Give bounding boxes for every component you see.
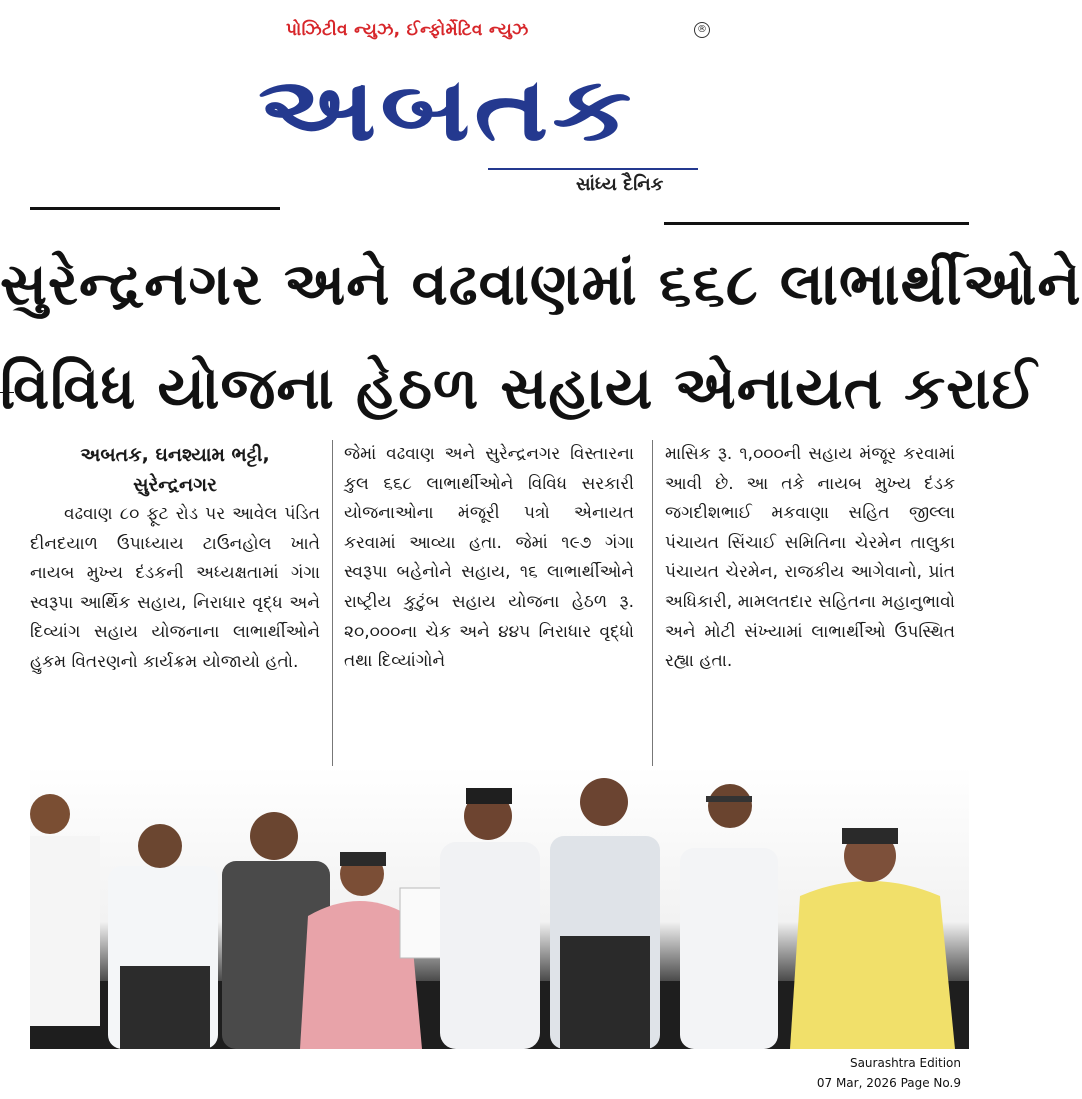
column-3-text: માસિક રૂ. ૧,૦૦૦ની સહાય મંજૂર કરવામાં આવી છે. આ તકે નાયબ મુખ્ય દંડક જગદીશભાઈ મકવાણા સહિત જીલ્લા પંચાયત સિંચાઈ સમિતિના ચેરમેન તાલુકા પંચાયત ચેરમેન, રાજકીય આગેવાનો, પ્રાંત અધિકારી, મામલતદાર સહિતના મહાનુભાવો અને મોટી સંખ્યામાં લાભાર્થીઓ ઉપસ્થિત રહ્યા હતા. (665, 444, 955, 672)
article-column-1 (30, 440, 320, 678)
headline-line-1: સુરેન્દ્રનગર અને વઢવાણમાં ૬૬૮ લાભાર્થીઓને (0, 250, 1082, 318)
column-divider-1 (332, 440, 333, 780)
registered-mark-icon: ® (694, 22, 710, 38)
edition-label: Saurashtra Edition (849, 1056, 961, 1070)
article-column-2 (344, 440, 634, 677)
page-info: 07 Mar, 2026 Page No.9 (816, 1076, 961, 1090)
column-divider-2 (652, 440, 653, 780)
article-column-3 (665, 440, 955, 677)
event-photo (30, 766, 969, 1049)
top-rule-right (664, 222, 969, 225)
headline-line-2: વિવિધ યોજના હેઠળ સહાય એનાયત કરાઈ (0, 354, 1038, 422)
masthead (258, 14, 714, 204)
top-rule-left (30, 207, 280, 210)
column-1-text: વઢવાણ ૮૦ ફૂટ રોડ પર આવેલ પંડિત દીનદયાળ ઉપાધ્યાય ટાઉનહોલ ખાતે નાયબ મુખ્ય દંડકની અધ્યક્ષતામાં ગંગા સ્વરૂપા આર્થિક સહાય, નિરાધાર વૃદ્ધ અને દિવ્યાંગ સહાય યોજનાના લાભાર્થીઓને હુકમ વિતરણનો કાર્યક્રમ યોજાયો હતો. (30, 504, 320, 672)
column-2-text: જેમાં વઢવાણ અને સુરેન્દ્રનગર વિસ્તારના કુલ ૬૬૮ લાભાર્થીઓને વિવિધ સરકારી યોજનાઓના મંજૂરી પત્રો એનાયત કરવામાં આવ્યા હતા. જેમાં ૧૯૭ ગંગા સ્વરૂપા બહેનોને સહાય, ૧૬ લાભાર્થીઓને રાષ્ટ્રીય કુટુંબ સહાય યોજના હેઠળ રૂ. ૨૦,૦૦૦ના ચેક અને ૪૪૫ નિરાધાર વૃદ્ધો તથા દિવ્યાંગોને (344, 444, 634, 672)
newspaper-logo: અબતક (258, 59, 636, 161)
masthead-tagline: પોઝિટીવ ન્યુઝ, ઈન્ફોર્મેટિવ ન્યુઝ (286, 20, 529, 40)
byline-name: અબતક, ઘનશ્યામ ભટ્ટી, (80, 444, 270, 466)
byline-place: સુરેન્દ્રનગર (133, 474, 217, 496)
masthead-subtitle: સાંધ્ય દૈનિક (576, 174, 664, 195)
logo-underline (488, 168, 698, 170)
